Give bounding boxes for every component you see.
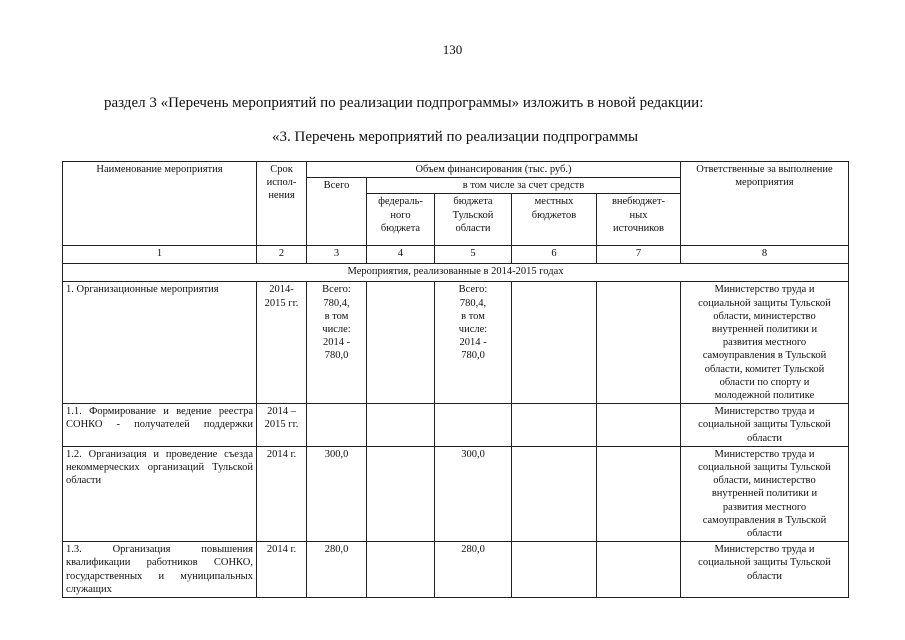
- table-row: [63, 542, 849, 598]
- measure-term: 2014 г.: [257, 542, 307, 598]
- measure-extra: [597, 446, 681, 541]
- measure-total: [307, 404, 367, 447]
- page-number: 130: [442, 42, 463, 57]
- header-regional: бюджета Тульской области: [435, 194, 512, 246]
- measure-name: 1.2. Организация и проведение съезда некоммерческих организаций Тульской области: [63, 446, 257, 541]
- measure-regional: 280,0: [435, 542, 512, 598]
- measure-term: 2014- 2015 гг.: [257, 282, 307, 404]
- column-number: 2: [257, 246, 307, 264]
- column-number: 3: [307, 246, 367, 264]
- measure-responsible: Министерство труда и социальной защиты Тульской области, министерство внутренней политики и развития местного самоуправления в Тульской области, комитет Тульской области по спорту и молодежной политике: [681, 282, 849, 404]
- measure-regional: [435, 404, 512, 447]
- measure-term: 2014 г.: [257, 446, 307, 541]
- header-total: Всего: [307, 178, 367, 246]
- table-row: [63, 446, 849, 541]
- measure-total: 300,0: [307, 446, 367, 541]
- column-number: 1: [63, 246, 257, 264]
- measure-responsible: Министерство труда и социальной защиты Тульской области: [681, 404, 849, 447]
- measure-local: [512, 404, 597, 447]
- measure-responsible: Министерство труда и социальной защиты Тульской области: [681, 542, 849, 598]
- measure-total: 280,0: [307, 542, 367, 598]
- section-title: Мероприятия, реализованные в 2014-2015 годах: [63, 264, 849, 282]
- measure-federal: [367, 446, 435, 541]
- column-number: 8: [681, 246, 849, 264]
- measure-local: [512, 446, 597, 541]
- measure-extra: [597, 404, 681, 447]
- measure-federal: [367, 404, 435, 447]
- header-name: Наименование мероприятия: [63, 162, 257, 246]
- measure-term: 2014 – 2015 гг.: [257, 404, 307, 447]
- column-number: 7: [597, 246, 681, 264]
- header-term: Срок испол- нения: [257, 162, 307, 246]
- section-row: [63, 264, 849, 282]
- measure-regional: 300,0: [435, 446, 512, 541]
- intro-line: раздел 3 «Перечень мероприятий по реализации подпрограммы» изложить в новой редакции:: [104, 95, 704, 111]
- header-extra: внебюджет- ных источников: [597, 194, 681, 246]
- table-heading: «3. Перечень мероприятий по реализации подпрограммы: [272, 129, 639, 145]
- header-including: в том числе за счет средств: [367, 178, 681, 194]
- measure-federal: [367, 542, 435, 598]
- header-responsible: Ответственные за выполнение мероприятия: [681, 162, 849, 246]
- measure-extra: [597, 542, 681, 598]
- header-row-1: [63, 162, 849, 178]
- measure-responsible: Министерство труда и социальной защиты Тульской области, министерство внутренней политики и развития местного самоуправления в Тульской области: [681, 446, 849, 541]
- header-local: местных бюджетов: [512, 194, 597, 246]
- measure-total: Всего: 780,4, в том числе: 2014 - 780,0: [307, 282, 367, 404]
- measure-federal: [367, 282, 435, 404]
- header-federal: федераль- ного бюджета: [367, 194, 435, 246]
- table-row: [63, 282, 849, 404]
- column-number: 4: [367, 246, 435, 264]
- measure-local: [512, 542, 597, 598]
- column-number: 5: [435, 246, 512, 264]
- column-number-row: [63, 246, 849, 264]
- table-row: [63, 404, 849, 447]
- measure-name: 1.3. Организация повышения квалификации работников СОНКО, государственных и муниципальных служащих: [63, 542, 257, 598]
- measure-name: 1.1. Формирование и ведение реестра СОНКО - получателей поддержки: [63, 404, 257, 447]
- column-number: 6: [512, 246, 597, 264]
- measure-extra: [597, 282, 681, 404]
- header-funding: Объем финансирования (тыс. руб.): [307, 162, 681, 178]
- measures-table: [62, 161, 849, 598]
- measure-regional: Всего: 780,4, в том числе: 2014 - 780,0: [435, 282, 512, 404]
- measure-local: [512, 282, 597, 404]
- measure-name: 1. Организационные мероприятия: [63, 282, 257, 404]
